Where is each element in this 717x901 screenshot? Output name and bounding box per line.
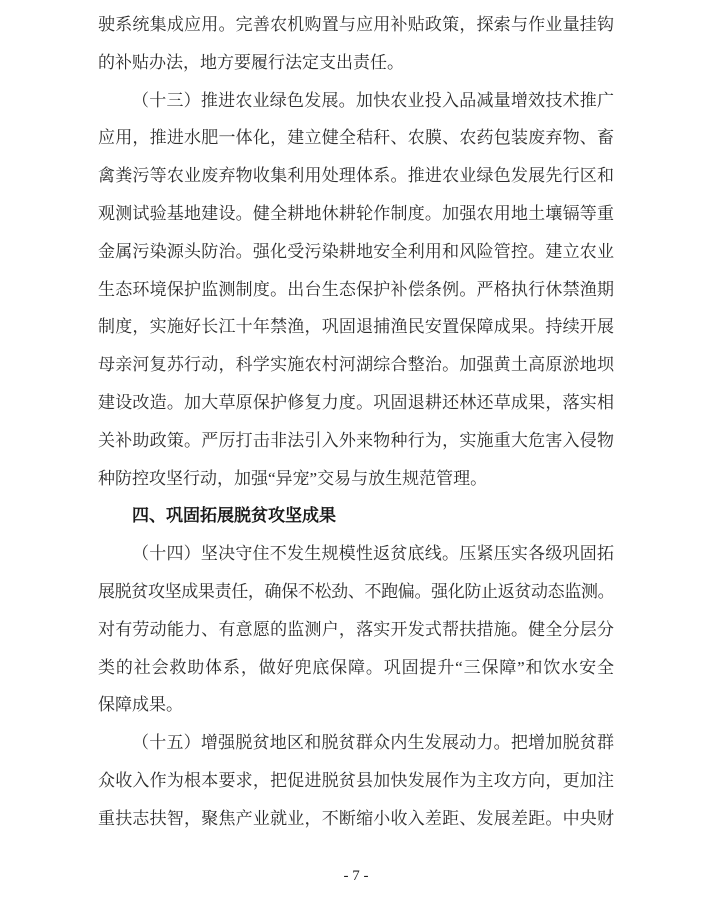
text-line: （十五）增强脱贫地区和脱贫群众内生发展动力。把增加脱贫群 [132,733,614,753]
text-line: 制度，实施好长江十年禁渔，巩固退捕渔民安置保障成果。持续开展 [98,317,614,337]
text-line: 种防控攻坚行动，加强“异宠”交易与放生规范管理。 [98,468,488,488]
text-line: 类的社会救助体系，做好兜底保障。巩固提升“三保障”和饮水安全 [98,657,614,677]
text-line: 展脱贫攻坚成果责任，确保不松劲、不跑偏。强化防止返贫动态监测。 [98,581,614,601]
text-line: 重扶志扶智，聚焦产业就业，不断缩小收入差距、发展差距。中央财 [98,808,614,828]
text-line: 驶系统集成应用。完善农机购置与应用补贴政策，探索与作业量挂钩 [98,15,614,34]
text-line: 关补助政策。严厉打击非法引入外来物种行为，实施重大危害入侵物 [98,430,614,450]
section-heading: 四、巩固拓展脱贫攻坚成果 [132,506,336,526]
text-line: 应用，推进水肥一体化，建立健全秸秆、农膜、农药包装废弃物、畜 [98,128,614,148]
text-line: 金属污染源头防治。强化受污染耕地安全利用和风险管控。建立农业 [98,241,614,261]
text-line: 的补贴办法，地方要履行法定支出责任。 [98,52,404,72]
text-line: 生态环境保护监测制度。出台生态保护补偿条例。严格执行休禁渔期 [98,279,614,299]
text-line: 众收入作为根本要求，把促进脱贫县加快发展作为主攻方向，更加注 [98,770,614,790]
text-line: 母亲河复苏行动，科学实施农村河湖综合整治。加强黄土高原淤地坝 [98,355,614,375]
text-line: 观测试验基地建设。健全耕地休耕轮作制度。加强农用地土壤镉等重 [98,203,614,223]
text-line: 保障成果。 [98,695,183,715]
text-line: 禽粪污等农业废弃物收集利用处理体系。推进农业绿色发展先行区和 [98,166,614,186]
document-body [98,6,614,838]
text-line: 对有劳动能力、有意愿的监测户，落实开发式帮扶措施。健全分层分 [98,619,614,639]
text-line: （十三）推进农业绿色发展。加快农业投入品减量增效技术推广 [132,90,614,110]
page-number: - 7 - [343,868,369,884]
text-line: （十四）坚决守住不发生规模性返贫底线。压紧压实各级巩固拓 [132,544,614,564]
text-line: 建设改造。加大草原保护修复力度。巩固退耕还林还草成果，落实相 [98,392,614,412]
